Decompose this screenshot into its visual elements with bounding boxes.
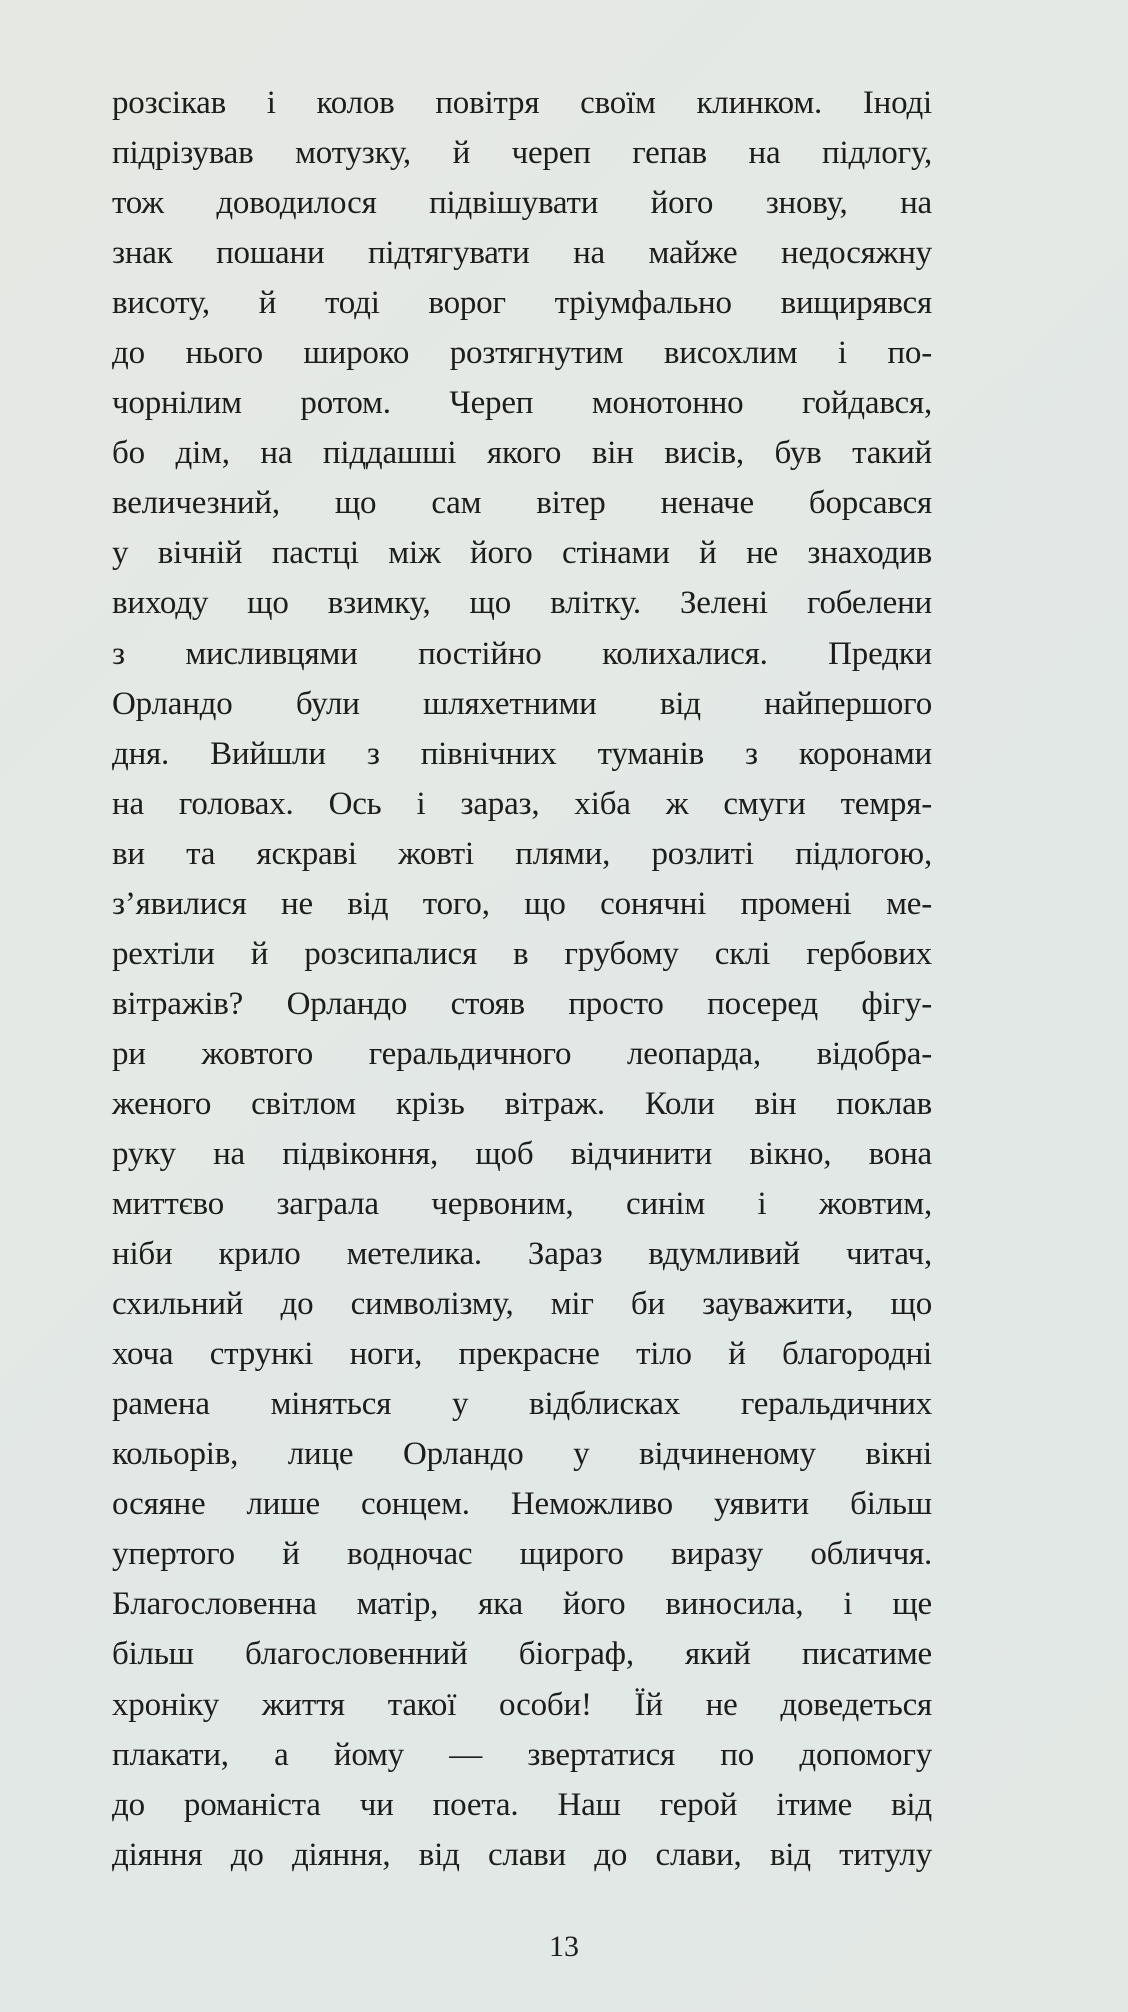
text-line [112, 528, 932, 578]
text-line [112, 1529, 932, 1579]
text-line [112, 1830, 932, 1880]
text-line [112, 829, 932, 879]
text-line [112, 1680, 932, 1730]
text-line [112, 1129, 932, 1179]
text-line [112, 1579, 932, 1629]
text-line [112, 1780, 932, 1830]
text-line [112, 1329, 932, 1379]
text-line-content: у вічній пастці між його стінами й не знаходив [112, 535, 932, 572]
text-line-content: бо дім, на піддашші якого він висів, був такий [112, 435, 932, 472]
text-line-content: ніби крило метелика. Зараз вдумливий читач, [112, 1236, 932, 1273]
text-line-content: з’явилися не від того, що сонячні промені ме- [112, 885, 932, 922]
text-line-content: на головах. Ось і зараз, хіба ж смуги темря- [112, 785, 932, 822]
text-line-content: схильний до символізму, міг би зауважити, що [112, 1286, 932, 1323]
text-line [112, 1079, 932, 1129]
text-line-content: женого світлом крізь вітраж. Коли він поклав [112, 1085, 932, 1122]
page-number: 13 [549, 1930, 579, 1963]
text-line-content: рехтіли й розсипалися в грубому склі гербових [112, 935, 932, 972]
text-line-content: розсікав і колов повітря своїм клинком. Іноді [112, 85, 932, 121]
text-line-content: величезний, що сам вітер неначе борсався [112, 485, 932, 522]
text-line-content: знак пошани підтягувати на майже недосяжну [112, 235, 932, 272]
text-line-content: плакати, а йому — звертатися по допомогу [112, 1736, 932, 1773]
text-line-content: хоча стрункі ноги, прекрасне тіло й благородні [112, 1336, 932, 1373]
text-line-content: виходу що взимку, що влітку. Зелені гобелени [112, 585, 932, 622]
text-line [112, 879, 932, 929]
text-line-content: до нього широко розтягнутим висохлим і по- [112, 335, 932, 372]
text-line-content: хроніку життя такої особи! Їй не доведеться [112, 1686, 932, 1723]
text-line-content: висоту, й тоді ворог тріумфально вищирявся [112, 285, 932, 322]
text-line-content: підрізував мотузку, й череп гепав на підлогу, [112, 135, 932, 172]
text-line-content: більш благословенний біограф, який писатиме [112, 1636, 932, 1673]
text-line-content: миттєво заграла червоним, синім і жовтим, [112, 1186, 932, 1223]
text-line-content: Орландо були шляхетними від найпершого [112, 685, 932, 722]
text-line-content: осяяне лише сонцем. Неможливо уявити більш [112, 1486, 932, 1523]
text-line [112, 679, 932, 729]
text-line-content: кольорів, лице Орландо у відчиненому вікні [112, 1436, 932, 1473]
text-line [112, 1179, 932, 1229]
text-line [112, 78, 932, 128]
body-text [112, 78, 932, 1880]
text-line [112, 1629, 932, 1679]
text-line [112, 278, 932, 328]
text-line-content: руку на підвіконня, щоб відчинити вікно, вона [112, 1135, 932, 1172]
text-line [112, 1029, 932, 1079]
text-line [112, 328, 932, 378]
text-line-content: вітражів? Орландо стояв просто посеред фігу- [112, 985, 932, 1022]
text-line-content: тож доводилося підвішувати його знову, на [112, 185, 932, 222]
text-line-content: ви та яскраві жовті плями, розлиті підлогою, [112, 835, 932, 872]
text-line [112, 1279, 932, 1329]
text-line-content: ри жовтого геральдичного леопарда, відобра- [112, 1035, 932, 1072]
text-line-content: з мисливцями постійно колихалися. Предки [112, 635, 932, 672]
text-line-content: упертого й водночас щирого виразу обличчя. [112, 1536, 932, 1573]
text-line [112, 779, 932, 829]
text-line [112, 729, 932, 779]
text-line [112, 578, 932, 628]
text-line [112, 228, 932, 278]
text-line-content: Благословенна матір, яка його виносила, і ще [112, 1586, 932, 1623]
text-line [112, 929, 932, 979]
text-line [112, 1229, 932, 1279]
text-line [112, 378, 932, 428]
text-line [112, 478, 932, 528]
text-line [112, 1429, 932, 1479]
text-line [112, 128, 932, 178]
text-line [112, 629, 932, 679]
text-line [112, 1479, 932, 1529]
text-line [112, 979, 932, 1029]
text-line [112, 428, 932, 478]
text-line [112, 1730, 932, 1780]
text-line-content: чорнілим ротом. Череп монотонно гойдався, [112, 385, 932, 422]
text-line [112, 178, 932, 228]
text-line-content: діяння до діяння, від слави до слави, від титулу [112, 1836, 932, 1873]
text-line-content: рамена міняться у відблисках геральдичних [112, 1386, 932, 1423]
text-line [112, 1379, 932, 1429]
text-line-content: до романіста чи поета. Наш герой ітиме від [112, 1786, 932, 1823]
text-line-content: дня. Вийшли з північних туманів з коронами [112, 735, 932, 772]
